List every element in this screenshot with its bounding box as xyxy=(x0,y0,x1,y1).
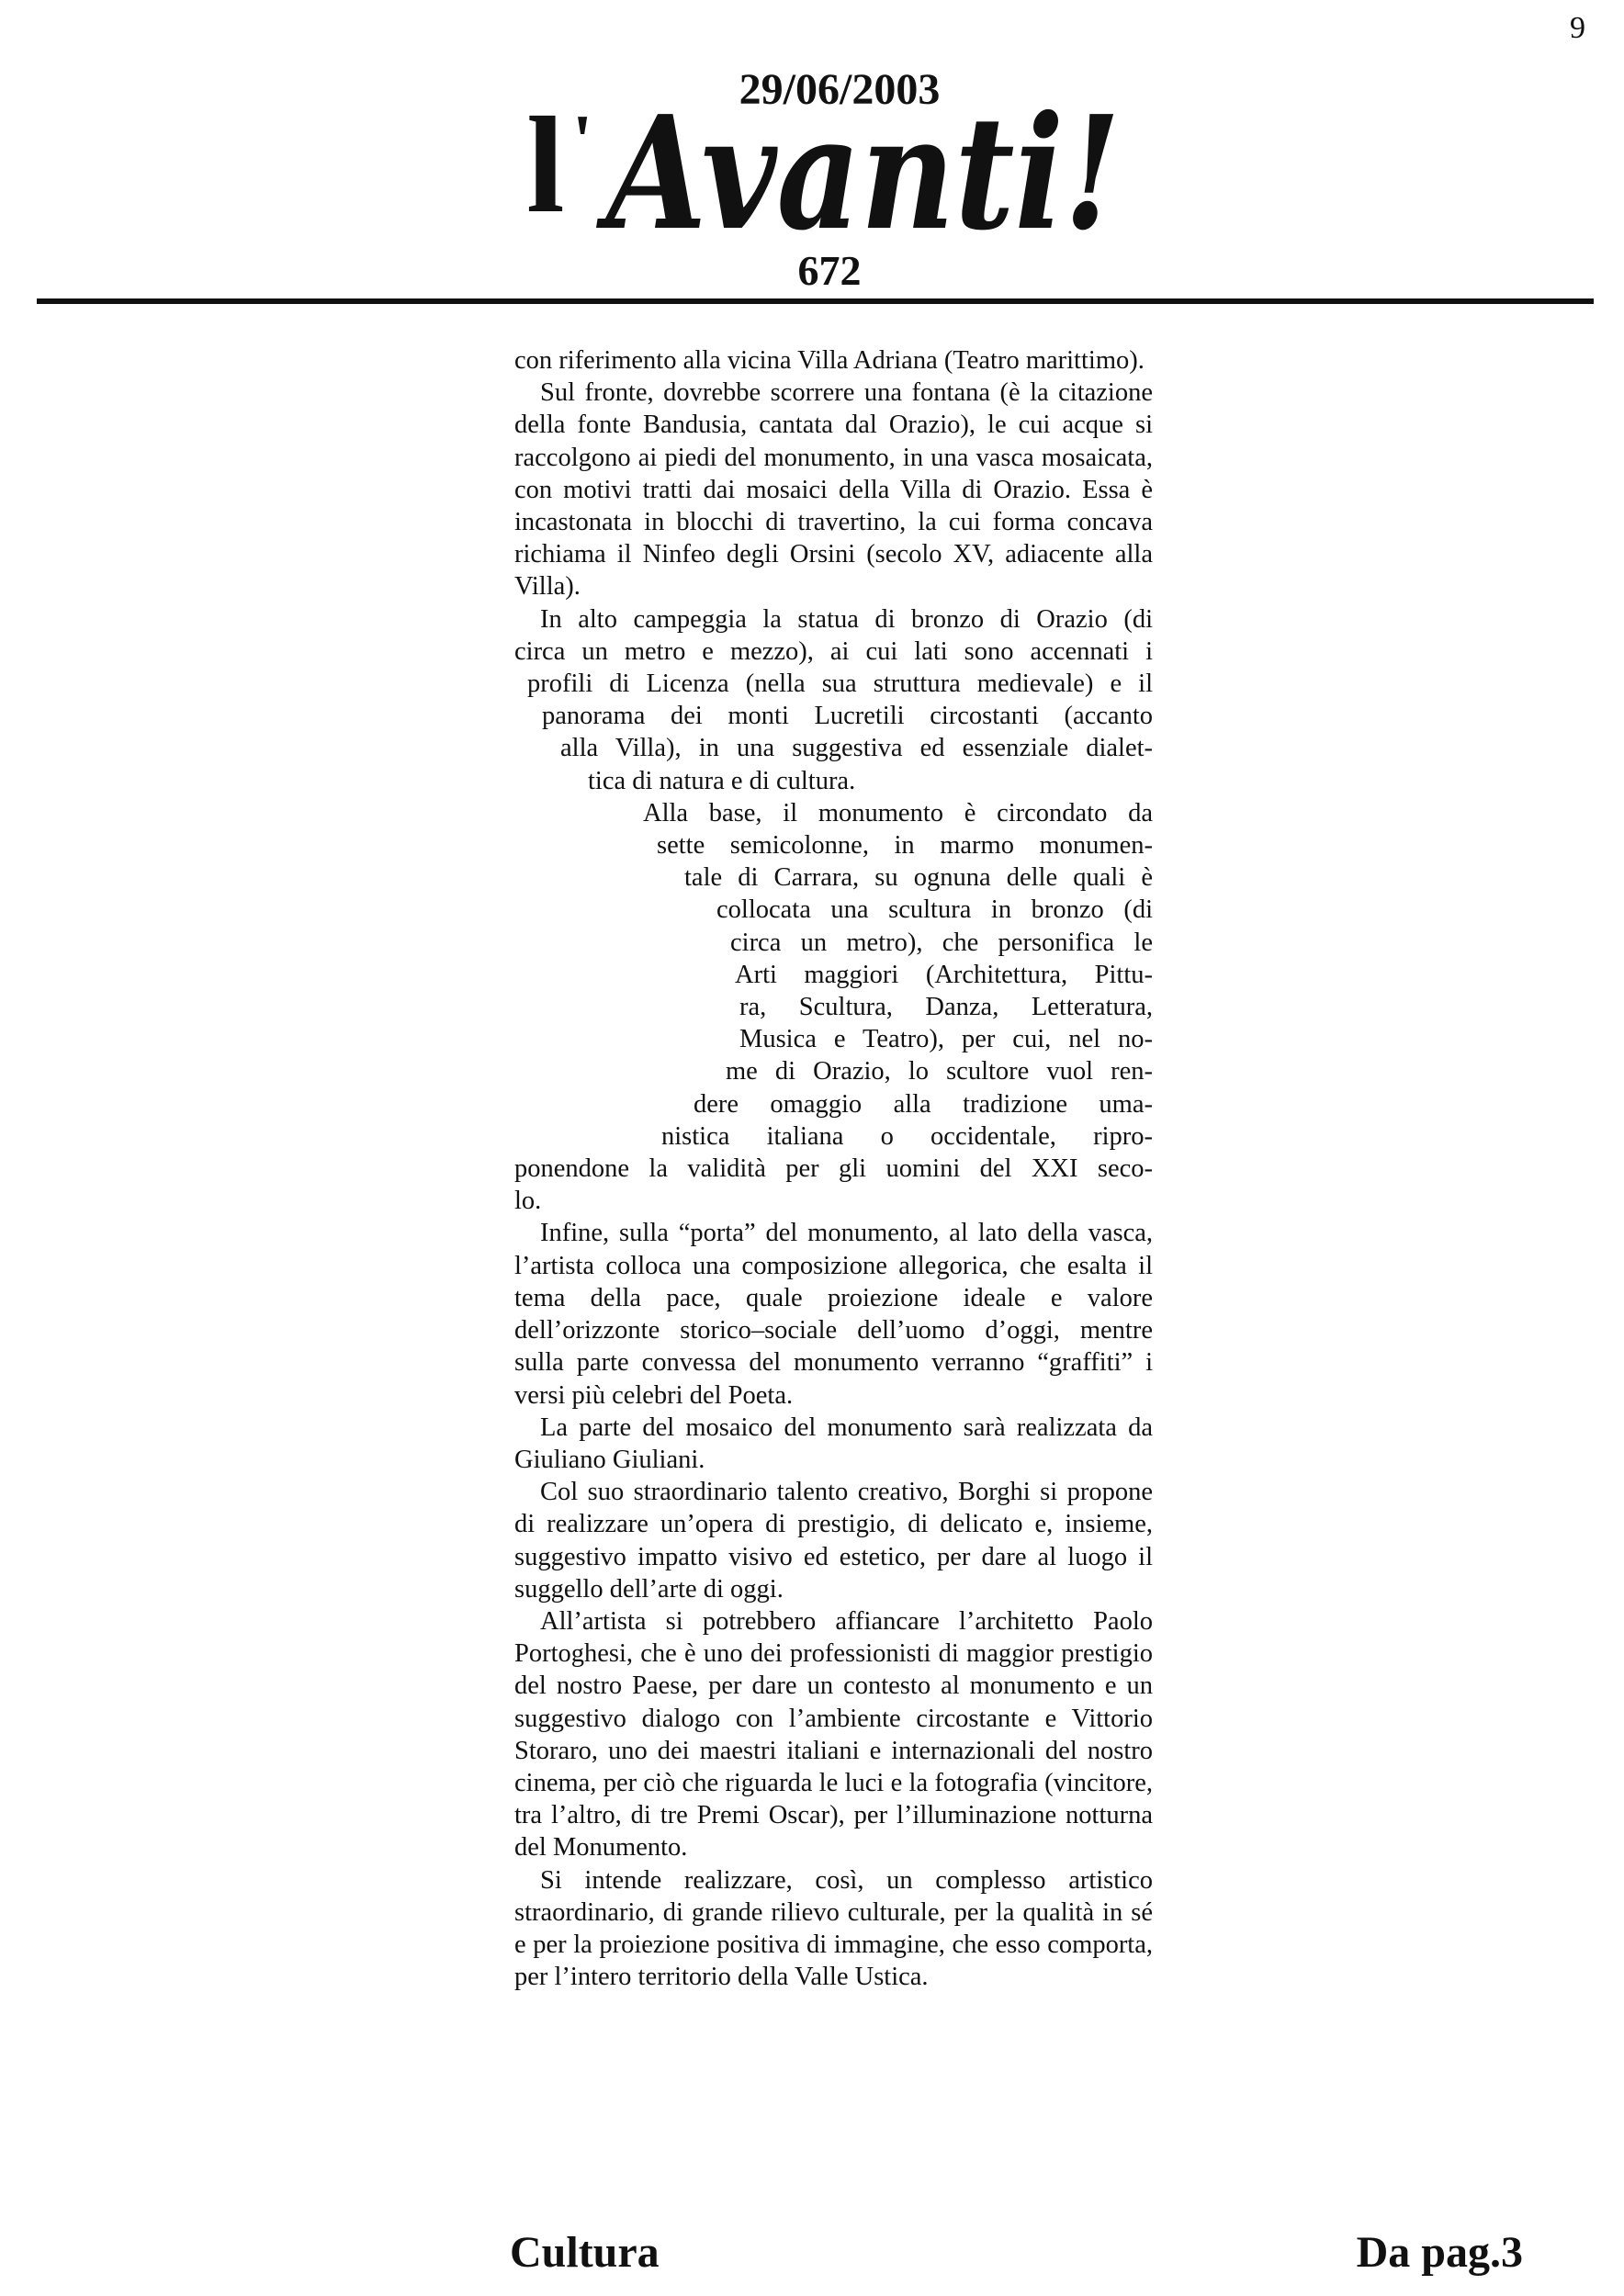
paragraph-4-line: collocata una scultura in bronzo (di xyxy=(716,895,1153,925)
paragraph-4 xyxy=(514,797,1153,1218)
svg-text:': ' xyxy=(572,108,593,182)
header-rule xyxy=(37,298,1594,304)
paragraph-2: Sul fronte, dovrebbe scorrere una fontana (è la citazione della fonte Bandusia, cantata dal Orazio), le cui acque si raccolgono ai piedi del monumento, in una vasca mosaicata, con motivi tratti dai mosaici della Villa di Orazio. Essa è incastonata in blocchi di travertino, la cui forma concava richiama il Ninfeo degli Orsini (secolo XV, adiacente alla Villa). xyxy=(514,378,1153,602)
paragraph-4-line: Musica e Teatro), per cui, nel no- xyxy=(739,1025,1153,1054)
paragraph-4-line: tale di Carrara, su ognuna delle quali è xyxy=(684,863,1153,893)
paragraph-4-line: ponendone la validità per gli uomini del XXI seco- xyxy=(514,1154,1153,1184)
paragraph-4-line: dere omaggio alla tradizione uma- xyxy=(694,1089,1153,1119)
paragraph-4-line: Arti maggiori (Architettura, Pittu- xyxy=(735,960,1153,989)
paragraph-4-line: circa un metro), che personifica le xyxy=(730,928,1153,957)
paragraph-8: All’artista si potrebbero affiancare l’architetto Paolo Portoghesi, che è uno dei professionisti di maggior prestigio del nostro Paese, per dare un contesto al monumento e un suggestivo dialogo con l’ambiente circostante e Vittorio Storaro, uno dei maestri italiani e internazionali del nostro cinema, per ciò che riguarda le luci e la fotografia (vincitore, tra l’altro, di tre Premi Oscar), per l’illuminazione notturna del Monumento. xyxy=(514,1606,1153,1863)
issue-date: 29/06/2003 xyxy=(739,65,941,114)
paragraph-3-line: alla Villa), in una suggestiva ed essenziale dialet- xyxy=(560,734,1153,763)
paragraph-3-line: circa un metro e mezzo), ai cui lati sono accennati i xyxy=(514,636,1153,666)
continued-from-label: Da pag.3 xyxy=(1356,2228,1523,2277)
paragraph-3-line: In alto campeggia la statua di bronzo di Orazio (di xyxy=(540,604,1153,634)
svg-text:l: l xyxy=(526,108,565,242)
paragraph-9: Si intende realizzare, così, un complesso artistico straordinario, di grande rilievo culturale, per la qualità in sé e per la proiezione positiva di immagine, che esso comporta, per l’intero territorio della Valle Ustica. xyxy=(514,1865,1153,1992)
paragraph-4-line: ra, Scultura, Danza, Letteratura, xyxy=(739,993,1153,1022)
paragraph-4-line: nistica italiana o occidentale, ripro- xyxy=(661,1121,1153,1151)
section-label: Cultura xyxy=(510,2228,660,2277)
paragraph-4-line: Alla base, il monumento è circondato da xyxy=(643,798,1153,827)
page-number: 9 xyxy=(1570,11,1585,45)
paragraph-1: con riferimento alla vicina Villa Adriana (Teatro marittimo). xyxy=(514,346,1145,375)
paragraph-4-line: sette semicolonne, in marmo monumen- xyxy=(657,831,1153,861)
paragraph-4-line: me di Orazio, lo scultore vuol ren- xyxy=(726,1057,1153,1086)
paragraph-3-line: profili di Licenza (nella sua struttura medievale) e il xyxy=(527,670,1153,699)
article-body xyxy=(514,344,1153,1993)
paragraph-3-line: tica di natura e di cultura. xyxy=(588,766,856,795)
paragraph-6: La parte del mosaico del monumento sarà realizzata da Giuliano Giuliani. xyxy=(514,1412,1153,1474)
paragraph-7: Col suo straordinario talento creativo, Borghi si propone di realizzare un’opera di prestigio, di delicato e, insieme, suggestivo impatto visivo ed estetico, per dare al luogo il suggello dell’arte di oggi. xyxy=(514,1478,1153,1604)
svg-text:Avanti!: Avanti! xyxy=(595,108,1121,251)
issue-number: 672 xyxy=(797,247,862,294)
paragraph-4-line: lo. xyxy=(514,1187,542,1216)
paragraph-3-line: panorama dei monti Lucretili circostanti (accanto xyxy=(542,702,1153,731)
paragraph-3 xyxy=(514,603,1153,797)
newspaper-masthead-logo xyxy=(519,108,1144,251)
paragraph-5: Infine, sulla “porta” del monumento, al lato della vasca, l’artista colloca una composizione allegorica, che esalta il tema della pace, quale proiezione ideale e valore dell’orizzonte storico–sociale dell’uomo d’oggi, mentre sulla parte convessa del monumento verranno “graffiti” i versi più celebri del Poeta. xyxy=(514,1219,1153,1410)
